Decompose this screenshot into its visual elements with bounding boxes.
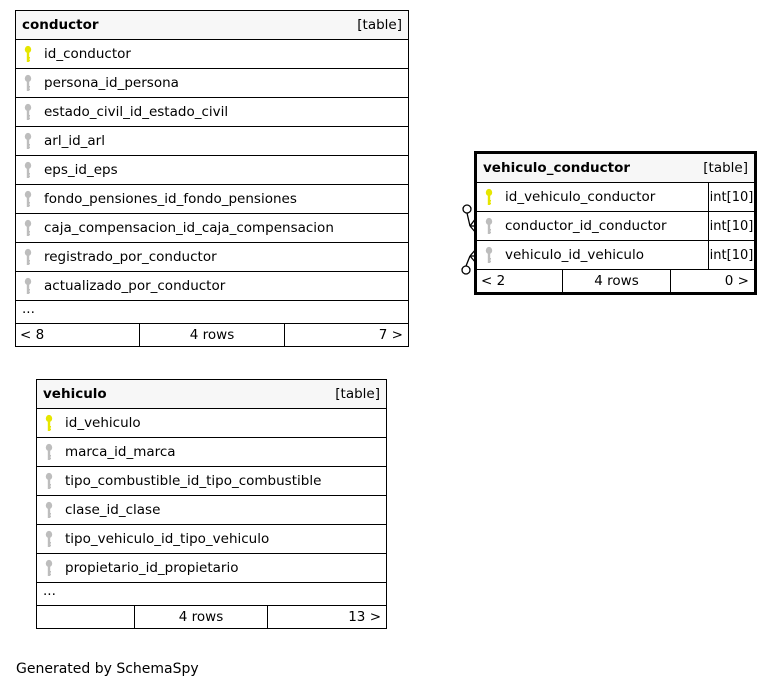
column-cell bbox=[477, 241, 708, 269]
column-cell bbox=[16, 185, 408, 213]
column-row-id-vehiculo-conductor[interactable] bbox=[477, 183, 754, 212]
column-row-id-vehiculo[interactable] bbox=[37, 409, 386, 438]
column-cell bbox=[16, 156, 408, 184]
column-cell bbox=[477, 212, 708, 240]
column-name: eps_id_eps bbox=[44, 162, 118, 178]
primary-key-icon bbox=[43, 414, 55, 432]
foreign-key-icon bbox=[483, 246, 495, 264]
footer-children-count[interactable]: 13 > bbox=[348, 609, 381, 625]
column-name: tipo_vehiculo_id_tipo_vehiculo bbox=[65, 531, 270, 547]
column-row-actualizado-por-conductor[interactable] bbox=[16, 272, 408, 301]
column-cell bbox=[37, 554, 386, 582]
column-name: id_vehiculo bbox=[65, 415, 141, 431]
column-cell bbox=[37, 409, 386, 437]
footer-row-count: 4 rows bbox=[563, 270, 671, 292]
column-name: actualizado_por_conductor bbox=[44, 278, 226, 294]
column-cell bbox=[16, 214, 408, 242]
column-row-tipo-vehiculo-id-tipo-vehiculo[interactable] bbox=[37, 525, 386, 554]
table-header[interactable] bbox=[477, 154, 754, 183]
column-cell bbox=[477, 183, 708, 211]
foreign-key-icon bbox=[22, 190, 34, 208]
table-footer bbox=[16, 324, 408, 346]
column-row-id-conductor[interactable] bbox=[16, 40, 408, 69]
foreign-key-icon bbox=[483, 217, 495, 235]
foreign-key-icon bbox=[22, 74, 34, 92]
footer-children-count[interactable]: 0 > bbox=[724, 273, 749, 289]
column-name: tipo_combustible_id_tipo_combustible bbox=[65, 473, 322, 489]
column-row-vehiculo-id-vehiculo[interactable] bbox=[477, 241, 754, 270]
foreign-key-icon bbox=[22, 248, 34, 266]
column-row-persona-id-persona[interactable] bbox=[16, 69, 408, 98]
footer-row-count: 4 rows bbox=[140, 324, 285, 346]
column-cell bbox=[37, 525, 386, 553]
column-cell bbox=[16, 243, 408, 271]
column-row-propietario-id-propietario[interactable] bbox=[37, 554, 386, 583]
table-name: vehiculo_conductor bbox=[483, 160, 631, 176]
column-row-caja-compensacion-id-caja-compensacion[interactable] bbox=[16, 214, 408, 243]
footer-row-count: 4 rows bbox=[135, 606, 268, 628]
column-cell bbox=[16, 272, 408, 300]
column-name: marca_id_marca bbox=[65, 444, 176, 460]
column-name: caja_compensacion_id_caja_compensacion bbox=[44, 220, 334, 236]
foreign-key-icon bbox=[22, 132, 34, 150]
column-cell bbox=[16, 69, 408, 97]
table-header[interactable] bbox=[37, 380, 386, 409]
foreign-key-icon bbox=[43, 501, 55, 519]
column-cell bbox=[37, 496, 386, 524]
foreign-key-icon bbox=[43, 443, 55, 461]
column-cell bbox=[16, 127, 408, 155]
column-cell bbox=[16, 40, 408, 68]
primary-key-icon bbox=[22, 45, 34, 63]
foreign-key-icon bbox=[22, 103, 34, 121]
column-row-tipo-combustible-id-tipo-combustible[interactable] bbox=[37, 467, 386, 496]
column-name: registrado_por_conductor bbox=[44, 249, 217, 265]
footer-parents-count[interactable] bbox=[37, 606, 135, 628]
column-name: id_vehiculo_conductor bbox=[505, 189, 656, 205]
column-name: vehiculo_id_vehiculo bbox=[505, 247, 645, 263]
column-name: arl_id_arl bbox=[44, 133, 105, 149]
column-row-fondo-pensiones-id-fondo-pensiones[interactable] bbox=[16, 185, 408, 214]
footer-children-count[interactable]: 7 > bbox=[378, 327, 403, 343]
foreign-key-icon bbox=[22, 161, 34, 179]
column-type: int[10] bbox=[708, 183, 754, 211]
foreign-key-icon bbox=[43, 472, 55, 490]
column-name: fondo_pensiones_id_fondo_pensiones bbox=[44, 191, 297, 207]
table-footer bbox=[37, 606, 386, 628]
column-row-estado-civil-id-estado-civil[interactable] bbox=[16, 98, 408, 127]
column-type: int[10] bbox=[708, 212, 754, 240]
primary-key-icon bbox=[483, 188, 495, 206]
column-row-conductor-id-conductor[interactable] bbox=[477, 212, 754, 241]
column-row-arl-id-arl[interactable] bbox=[16, 127, 408, 156]
footer-parents-count[interactable]: < 2 bbox=[477, 270, 563, 292]
foreign-key-icon bbox=[22, 219, 34, 237]
foreign-key-icon bbox=[43, 530, 55, 548]
table-vehiculo[interactable] bbox=[36, 379, 387, 629]
column-row-eps-id-eps[interactable] bbox=[16, 156, 408, 185]
table-vehiculo-conductor[interactable] bbox=[474, 151, 757, 295]
table-name: vehiculo bbox=[43, 386, 107, 402]
generated-by-text: Generated by SchemaSpy bbox=[16, 661, 199, 677]
column-name: estado_civil_id_estado_civil bbox=[44, 104, 229, 120]
table-type-tag: [table] bbox=[335, 386, 380, 402]
column-name: conductor_id_conductor bbox=[505, 218, 667, 234]
column-cell bbox=[16, 98, 408, 126]
column-name: persona_id_persona bbox=[44, 75, 179, 91]
foreign-key-icon bbox=[22, 277, 34, 295]
table-name: conductor bbox=[22, 17, 99, 33]
column-name: id_conductor bbox=[44, 46, 131, 62]
column-row-clase-id-clase[interactable] bbox=[37, 496, 386, 525]
more-columns-indicator: ... bbox=[16, 301, 408, 324]
column-name: clase_id_clase bbox=[65, 502, 161, 518]
column-cell bbox=[37, 438, 386, 466]
table-header[interactable] bbox=[16, 11, 408, 40]
table-footer bbox=[477, 270, 754, 292]
more-columns-indicator: ... bbox=[37, 583, 386, 606]
column-row-marca-id-marca[interactable] bbox=[37, 438, 386, 467]
table-type-tag: [table] bbox=[703, 160, 748, 176]
column-row-registrado-por-conductor[interactable] bbox=[16, 243, 408, 272]
column-cell bbox=[37, 467, 386, 495]
column-name: propietario_id_propietario bbox=[65, 560, 239, 576]
table-type-tag: [table] bbox=[357, 17, 402, 33]
foreign-key-icon bbox=[43, 559, 55, 577]
footer-parents-count[interactable]: < 8 bbox=[16, 324, 140, 346]
column-type: int[10] bbox=[708, 241, 754, 269]
table-conductor[interactable] bbox=[15, 10, 409, 347]
